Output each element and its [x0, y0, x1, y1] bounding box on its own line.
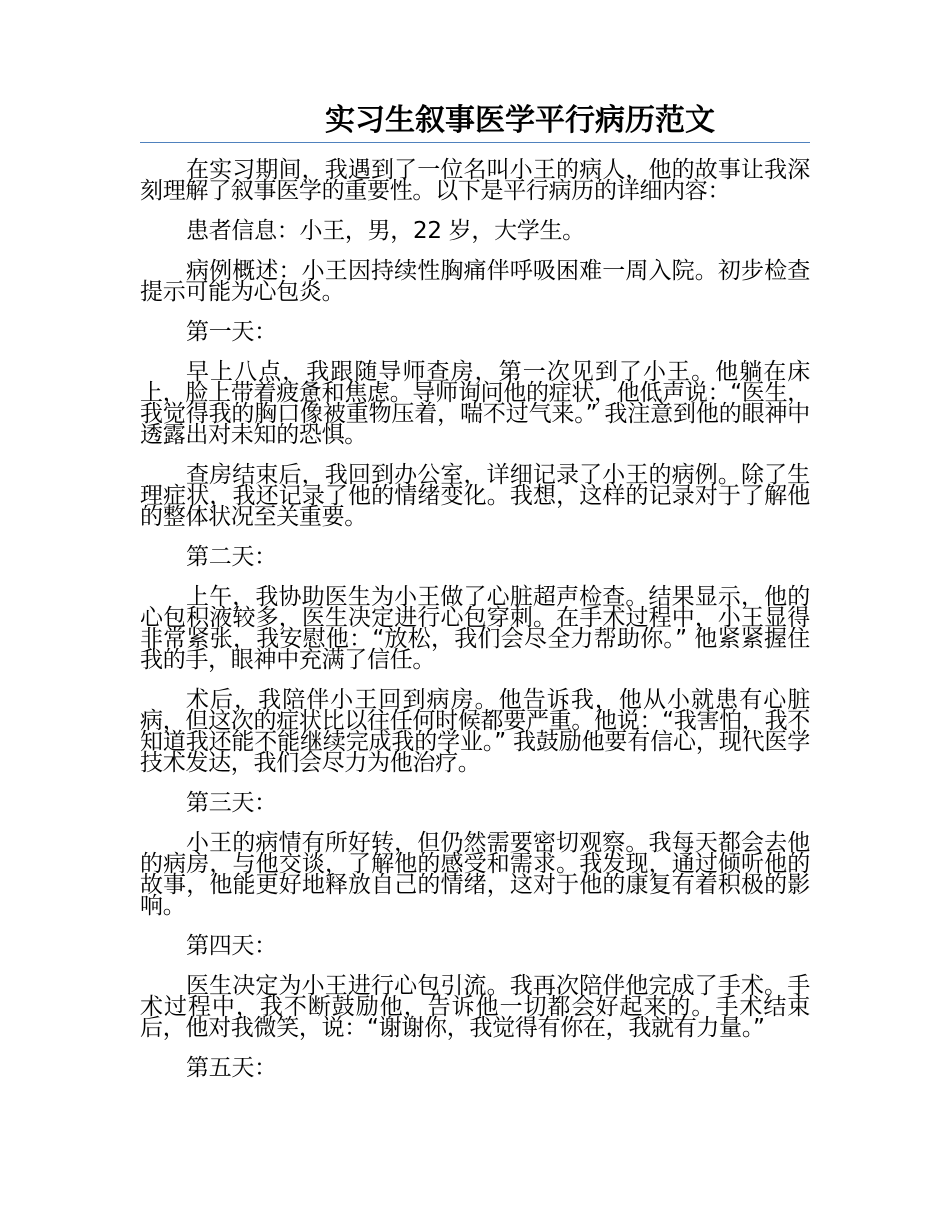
paragraph-day-one-rounds: 早上八点，我跟随导师查房，第一次见到了小王。他躺在床上，脸上带着疲惫和焦虑。导师询问他的症状，他低声说：“医生，我觉得我的胸口像被重物压着，喘不过气来。” 我注意到他的眼神中透露出对未知的恐惧。 — [140, 359, 810, 448]
document-body — [140, 157, 810, 1098]
paragraph-day-three: 小王的病情有所好转，但仍然需要密切观察。我每天都会去他的病房，与他交谈，了解他的感受和需求。我发现，通过倾听他的故事，他能更好地释放自己的情绪，这对于他的康复有着积极的影响。 — [140, 830, 810, 919]
heading-day-three: 第三天： — [186, 790, 277, 816]
page-title: 实习生叙事医学平行病历范文 — [325, 103, 715, 138]
title-block — [140, 100, 810, 143]
paragraph-intro: 在实习期间，我遇到了一位名叫小王的病人，他的故事让我深刻理解了叙事医学的重要性。以下是平行病历的详细内容： — [140, 157, 810, 204]
heading-day-one: 第一天： — [186, 319, 277, 345]
heading-day-two: 第二天： — [186, 544, 277, 570]
paragraph-case-summary: 病例概述：小王因持续性胸痛伴呼吸困难一周入院。初步检查提示可能为心包炎。 — [140, 258, 810, 305]
paragraph-day-four: 医生决定为小王进行心包引流。我再次陪伴他完成了手术。手术过程中，我不断鼓励他，告诉他一切都会好起来的。手术结束后，他对我微笑，说：“谢谢你，我觉得有你在，我就有力量。” — [140, 973, 810, 1041]
paragraph-patient-info: 患者信息：小王，男，22 岁，大学生。 — [186, 218, 585, 244]
heading-day-five: 第五天： — [186, 1055, 277, 1081]
heading-day-four: 第四天： — [186, 933, 277, 959]
paragraph-day-two-procedure: 上午，我协助医生为小王做了心脏超声检查。结果显示，他的心包积液较多，医生决定进行心包穿刺。在手术过程中，小王显得非常紧张，我安慰他：“放松，我们会尽全力帮助你。” 他紧紧握住我的手，眼神中充满了信任。 — [140, 584, 810, 673]
paragraph-day-one-record: 查房结束后，我回到办公室，详细记录了小王的病例。除了生理症状，我还记录了他的情绪变化。我想，这样的记录对于了解他的整体状况至关重要。 — [140, 462, 810, 530]
paragraph-day-two-aftercare: 术后，我陪伴小王回到病房。他告诉我，他从小就患有心脏病，但这次的症状比以往任何时候都要严重。他说：“我害怕，我不知道我还能不能继续完成我的学业。” 我鼓励他要有信心，现代医学技术发达，我们会尽力为他治疗。 — [140, 687, 810, 776]
